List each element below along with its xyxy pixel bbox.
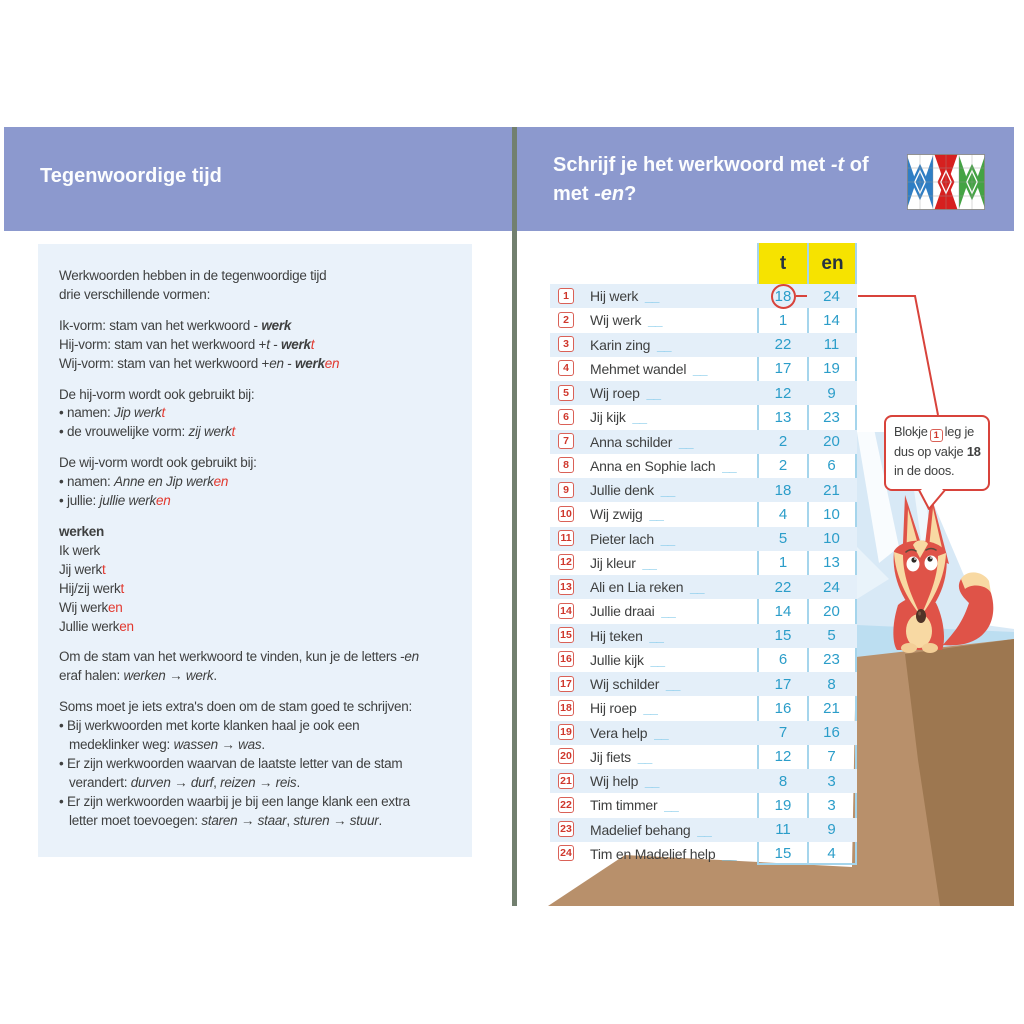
text-line: eraf halen: werken → werk. <box>59 668 217 684</box>
item-text: Wij zwijg __ <box>590 506 663 523</box>
en-value: 23 <box>823 408 840 426</box>
exercise-row-17 <box>550 672 857 696</box>
item-text: Mehmet wandel __ <box>590 360 707 377</box>
item-number-badge: 5 <box>558 385 574 401</box>
item-number-badge: 14 <box>558 603 574 619</box>
exercise-row-16 <box>550 648 857 672</box>
exercise-row-23 <box>550 818 857 842</box>
en-value: 20 <box>823 602 840 620</box>
t-value: 12 <box>774 384 792 402</box>
title-line: met -en? <box>553 183 637 205</box>
item-number-badge: 20 <box>558 748 574 764</box>
item-number-badge: 1 <box>558 288 574 304</box>
answer-blank: __ <box>690 579 704 595</box>
exercise-row-21 <box>550 769 857 793</box>
text-line: De wij-vorm wordt ook gebruikt bij: <box>59 455 257 471</box>
item-number-badge: 3 <box>558 336 574 352</box>
answer-blank: __ <box>649 506 663 523</box>
column-header-t: t <box>779 252 787 274</box>
text-line: medeklinker weg: wassen → was. <box>69 737 265 753</box>
t-value: 17 <box>774 360 792 378</box>
item-text: Anna schilder __ <box>590 433 693 450</box>
text-line: verandert: durven → durf, reizen → reis. <box>69 774 300 790</box>
answer-blank: __ <box>692 360 707 377</box>
item-number-badge: 7 <box>558 433 574 449</box>
item-text: Madelief behang __ <box>590 821 711 838</box>
t-value: 15 <box>774 845 792 863</box>
en-value: 9 <box>827 821 836 839</box>
answer-blank: __ <box>722 845 736 862</box>
exercise-row-11 <box>550 527 857 551</box>
item-text: Tim en Madelief help __ <box>590 845 736 862</box>
exercise-row-24 <box>550 842 857 866</box>
bubble-line: in de doos. <box>894 463 955 478</box>
en-value: 8 <box>827 675 836 693</box>
item-number-badge: 22 <box>558 797 574 813</box>
en-value: 16 <box>823 724 840 742</box>
item-text: Tim timmer __ <box>590 797 678 814</box>
answer-blank: __ <box>656 336 671 353</box>
answer-blank: __ <box>647 312 662 329</box>
text-line: werken <box>59 523 105 539</box>
fox-illustration <box>893 494 993 653</box>
t-value: 2 <box>778 433 788 451</box>
en-value: 5 <box>827 627 836 645</box>
en-value: 6 <box>827 457 836 475</box>
item-number-badge: 6 <box>558 409 574 425</box>
text-line: Ik-vorm: stam van het werkwoord - werk <box>59 317 292 333</box>
answer-blank: __ <box>644 773 659 789</box>
en-value: 9 <box>827 384 836 402</box>
en-value: 4 <box>827 845 836 863</box>
exercise-row-1 <box>550 284 857 308</box>
text-line: Ik werk <box>59 542 101 558</box>
answer-blank: __ <box>660 530 675 547</box>
answer-blank: __ <box>722 457 736 474</box>
text-line: letter moet toevoegen: staren → staar, sturen → stuur. <box>69 812 382 828</box>
bullet: • <box>59 793 67 809</box>
exercise-row-6 <box>550 405 857 429</box>
t-value: 6 <box>778 651 788 669</box>
t-value: 16 <box>774 699 792 717</box>
exercise-row-7 <box>550 430 857 454</box>
block-number-badge: 1 <box>930 429 943 442</box>
text-line: Wij-vorm: stam van het werkwoord +en - werken <box>59 355 340 371</box>
text-line: • jullie: jullie werken <box>59 493 171 509</box>
item-text: Jullie denk __ <box>590 482 675 498</box>
item-text: Hij teken __ <box>590 627 663 644</box>
item-number-badge: 12 <box>558 554 574 570</box>
answer-blank: __ <box>637 748 652 765</box>
item-number-badge: 8 <box>558 457 574 473</box>
answer-blank: __ <box>646 385 661 401</box>
item-number-badge: 9 <box>558 482 574 498</box>
exercise-row-4 <box>550 357 857 381</box>
t-value: 2 <box>778 457 788 475</box>
text-line: • Bij werkwoorden met korte klanken haal je ook een <box>59 718 360 734</box>
t-value: 14 <box>774 602 792 620</box>
en-value: 24 <box>823 287 840 305</box>
t-value: 5 <box>778 530 788 548</box>
t-value: 11 <box>775 821 791 839</box>
item-text: Jullie kijk __ <box>590 651 665 668</box>
item-text: Vera help __ <box>590 724 668 741</box>
exercise-row-14 <box>550 599 857 623</box>
exercise-row-19 <box>550 721 857 745</box>
left-header-band <box>4 127 512 231</box>
text-line: Jij werkt <box>59 561 106 577</box>
bullet: • <box>59 405 67 421</box>
text-line: De hij-vorm wordt ook gebruikt bij: <box>59 386 255 402</box>
item-number-badge: 23 <box>558 821 574 837</box>
exercise-row-15 <box>550 624 857 648</box>
right-page <box>517 127 1014 906</box>
text-line: Hij/zij werkt <box>59 580 125 596</box>
t-value: 1 <box>778 554 788 572</box>
answer-blank: __ <box>644 288 659 304</box>
item-text: Ali en Lia reken __ <box>590 579 704 595</box>
t-value: 22 <box>774 578 792 596</box>
item-number-badge: 4 <box>558 360 574 376</box>
info-box <box>38 244 472 857</box>
answer-blank: __ <box>643 700 657 717</box>
en-value: 19 <box>823 360 840 378</box>
bubble-line: dus op vakje 18 <box>894 444 981 459</box>
t-value: 15 <box>774 627 792 645</box>
item-text: Jij fiets __ <box>590 748 652 765</box>
exercise-row-10 <box>550 502 857 526</box>
bullet: • <box>59 474 67 490</box>
exercise-row-9 <box>550 478 857 502</box>
bullet: • <box>59 424 67 440</box>
item-text: Hij werk __ <box>590 288 659 304</box>
answer-blank: __ <box>649 627 663 644</box>
left-page <box>4 127 512 906</box>
column-header-en: en <box>821 252 844 274</box>
text-line: Werkwoorden hebben in de tegenwoordige tijd <box>59 268 327 283</box>
title-line: Schrijf je het werkwoord met -t of <box>553 154 869 176</box>
exercise-row-13 <box>550 575 857 599</box>
item-number-badge: 13 <box>558 579 574 595</box>
left-page-title: Tegenwoordige tijd <box>40 165 222 187</box>
exercise-row-12 <box>550 551 857 575</box>
item-number-badge: 11 <box>558 530 574 546</box>
t-value: 18 <box>774 481 792 499</box>
exercise-row-22 <box>550 793 857 817</box>
text-line: Soms moet je iets extra's doen om de stam goed te schrijven: <box>59 699 413 715</box>
en-value: 10 <box>823 505 840 523</box>
answer-blank: __ <box>697 821 711 838</box>
en-value: 20 <box>823 433 840 451</box>
exercise-table <box>550 243 857 867</box>
answer-blank: __ <box>665 676 680 692</box>
bullet: • <box>59 493 67 509</box>
item-text: Jij kleur __ <box>590 554 656 571</box>
answer-blank: __ <box>642 554 656 571</box>
t-value <box>758 284 808 308</box>
t-value: 8 <box>778 772 788 790</box>
text-line: Om de stam van het werkwoord te vinden, kun je de letters -en <box>59 649 419 665</box>
item-number-badge: 15 <box>558 627 574 643</box>
item-text: Wij werk __ <box>590 312 662 329</box>
item-text: Karin zing __ <box>590 336 671 353</box>
item-text: Pieter lach __ <box>590 530 675 547</box>
t-value: 19 <box>774 796 792 814</box>
exercise-row-20 <box>550 745 857 769</box>
t-value: 22 <box>774 336 792 354</box>
answer-blank: __ <box>660 482 675 498</box>
item-text: Jij kijk __ <box>590 409 646 426</box>
en-value: 14 <box>823 311 840 329</box>
en-value: 24 <box>823 578 840 596</box>
speech-bubble <box>884 415 990 491</box>
answer-blank: __ <box>664 797 678 814</box>
text-line: Hij-vorm: stam van het werkwoord +t - werkt <box>59 336 315 352</box>
bubble-line: Blokje 1 leg je <box>894 424 975 441</box>
answer-blank: __ <box>661 603 675 620</box>
item-text: Wij roep __ <box>590 385 661 401</box>
answer-blank: __ <box>632 409 646 426</box>
item-number-badge: 24 <box>558 845 574 861</box>
exercise-row-5 <box>550 381 857 405</box>
en-value: 11 <box>823 336 840 354</box>
exercise-row-2 <box>550 308 857 332</box>
text-line: drie verschillende vormen: <box>59 286 211 302</box>
item-number-badge: 17 <box>558 676 574 692</box>
en-value: 3 <box>827 796 836 814</box>
circled-answer: 18 <box>771 284 796 309</box>
exercise-row-8 <box>550 454 857 478</box>
en-value: 10 <box>823 530 840 548</box>
item-number-badge: 10 <box>558 506 574 522</box>
text-line: Wij werken <box>59 599 123 615</box>
text-line: • namen: Anne en Jip werken <box>59 474 229 490</box>
item-text: Wij schilder __ <box>590 676 680 692</box>
t-value: 4 <box>778 505 788 523</box>
en-value: 3 <box>827 772 836 790</box>
item-text: Anna en Sophie lach __ <box>590 457 736 474</box>
bullet: • <box>59 755 67 771</box>
item-text: Wij help __ <box>590 773 659 789</box>
item-number-badge: 19 <box>558 724 574 740</box>
bullet: • <box>59 718 67 734</box>
t-value: 13 <box>774 408 792 426</box>
item-number-badge: 21 <box>558 773 574 789</box>
t-value: 12 <box>774 748 792 766</box>
speech-bubble-text <box>894 422 988 480</box>
text-line: • de vrouwelijke vorm: zij werkt <box>59 424 236 440</box>
t-value: 17 <box>774 675 792 693</box>
en-value: 21 <box>823 699 840 717</box>
answer-blank: __ <box>650 651 665 668</box>
answer-blank: __ <box>654 724 668 741</box>
text-line: • namen: Jip werkt <box>59 405 166 421</box>
en-value: 23 <box>823 651 840 669</box>
item-number-badge: 16 <box>558 651 574 667</box>
item-text: Jullie draai __ <box>590 603 675 620</box>
en-value: 13 <box>823 554 840 572</box>
en-value: 7 <box>827 748 836 766</box>
item-number-badge: 2 <box>558 312 574 328</box>
item-number-badge: 18 <box>558 700 574 716</box>
text-line: • Er zijn werkwoorden waarbij je bij een lange klank een extra <box>59 793 410 809</box>
en-value: 21 <box>823 481 840 499</box>
t-value: 7 <box>778 724 788 742</box>
exercise-row-18 <box>550 696 857 720</box>
t-value: 1 <box>778 311 788 329</box>
exercise-row-3 <box>550 333 857 357</box>
text-line: Jullie werken <box>59 618 134 634</box>
text-line: • Er zijn werkwoorden waarvan de laatste letter van de stam <box>59 755 403 771</box>
item-text: Hij roep __ <box>590 700 657 717</box>
answer-blank: __ <box>678 433 693 450</box>
